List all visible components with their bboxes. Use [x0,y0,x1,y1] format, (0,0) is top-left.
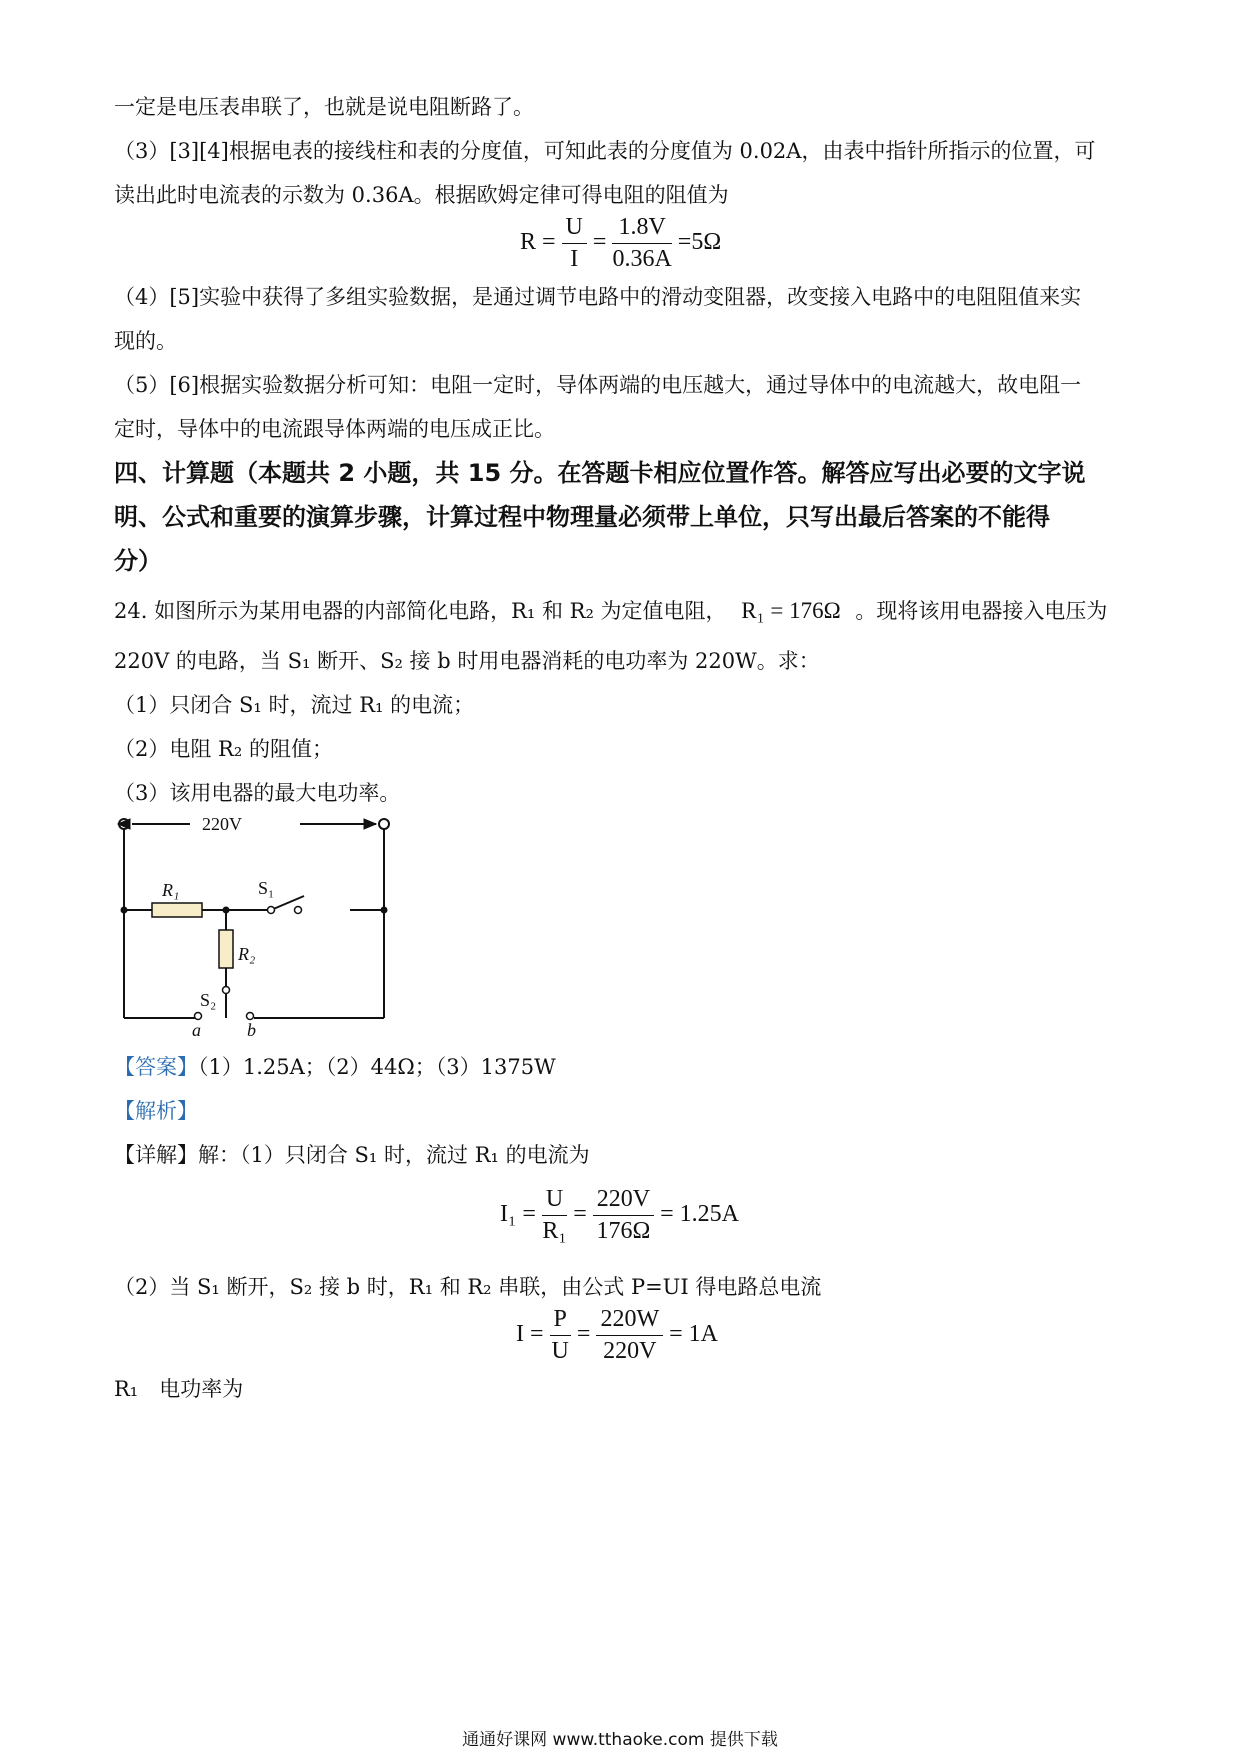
text-line: 【详解】解：（1）只闭合 S₁ 时，流过 R₁ 的电流为 [114,1143,590,1167]
analysis-tag: 【解析】 [114,1099,198,1123]
eq-denominator: 176Ω [596,1218,651,1244]
text-line: 220V 的电路，当 S₁ 断开、S₂ 接 b 时用电器消耗的电功率为 220W。求： [114,649,820,673]
contact-a [195,1013,202,1020]
eq-lhs: I = [516,1321,544,1348]
answer-tag: 【答案】 [114,1055,198,1079]
sub-question: （2）电阻 R₂ 的阻值； [114,737,333,761]
equation-ohms-law: R = $\frac{U}{I}$ = $\frac{1.8V}{0.36A}$ =5Ω [520,214,722,272]
equation-i1: I₁ = $\frac{U}{\text{R₁}}$ = $\frac{220V}{176\Omega}$ = 1.25A [500,1186,740,1244]
question-text: 24. 如图所示为某用电器的内部简化电路，R₁ 和 R₂ 为定值电阻， [114,599,727,623]
eq-denominator: I [570,246,579,272]
eq-numerator: U [562,214,587,244]
switch-s1-pivot [268,907,275,914]
text-line: （3）[3][4]根据电表的接线柱和表的分度值，可知此表的分度值为 0.02A，由表中指针所指示的位置，可 [114,139,1096,163]
text-line: （2）当 S₁ 断开，S₂ 接 b 时，R₁ 和 R₂ 串联，由公式 P=UI 得电路总电流 [114,1275,822,1299]
eq-numerator: 220W [596,1306,663,1336]
section-heading: 分） [114,547,162,575]
eq-result: = 1.25A [660,1201,740,1228]
section-heading: 明、公式和重要的演算步骤，计算过程中物理量必须带上单位，只写出最后答案的不能得 [114,503,1050,531]
question-24 [114,596,1107,626]
eq-result: = 1A [669,1321,718,1348]
circuit-diagram [110,810,410,1040]
resistor-r2 [219,930,233,968]
text-line: 现的。 [114,329,177,353]
section-heading: 四、计算题（本题共 2 小题，共 15 分。在答题卡相应位置作答。解答应写出必要的文字说 [114,459,1086,487]
question-text: 。现将该用电器接入电压为 [855,599,1108,623]
node [381,907,388,914]
text-line: 读出此时电流表的示数为 0.36A。根据欧姆定律可得电阻的阻值为 [114,183,729,207]
terminal-right [379,819,389,829]
text-line: 定时，导体中的电流跟导体两端的电压成正比。 [114,417,555,441]
label-r2: R₂ [238,944,256,964]
node [223,907,230,914]
text-line: （5）[6]根据实验数据分析可知：电阻一定时，导体两端的电压越大，通过导体中的电流越大，故电阻一 [114,373,1082,397]
resistor-r1 [152,903,202,917]
arrow-head-right [364,819,376,829]
r1-value: R₁ = 176Ω [741,598,841,623]
label-b: b [247,1020,256,1040]
switch-s1-contact [295,907,302,914]
contact-b [247,1013,254,1020]
label-voltage: 220V [202,814,242,834]
eq-numerator: 1.8V [612,214,671,244]
equation-i-total: I = $\frac{P}{U}$ = $\frac{220W}{220V}$ = 1A [516,1306,718,1364]
eq-denominator: 220V [603,1338,657,1364]
eq-denominator: U [551,1338,569,1364]
eq-numerator: U [542,1186,567,1216]
text-line: R₁ 电功率为 [114,1377,244,1401]
label-s2: S₂ [200,990,217,1010]
eq-lhs: I₁ = [500,1201,536,1228]
answer-text: （1）1.25A；（2）44Ω；（3）1375W [198,1055,556,1079]
eq-numerator: P [550,1306,571,1336]
node [121,907,128,914]
eq-denominator: 0.36A [612,246,672,272]
label-s1: S₁ [258,878,275,898]
label-a: a [192,1020,201,1040]
eq-denominator: R₁ [542,1218,567,1244]
eq-result: =5Ω [677,229,722,256]
page-footer: 通通好课网 www.tthaoke.com 提供下载 [462,1730,778,1750]
text-line: （4）[5]实验中获得了多组实验数据，是通过调节电路中的滑动变阻器，改变接入电路中的电阻阻值来实 [114,285,1082,309]
eq-numerator: 220V [593,1186,654,1216]
sub-question: （3）该用电器的最大电功率。 [114,781,401,805]
eq-lhs: R = [520,229,556,256]
sub-question: （1）只闭合 S₁ 时，流过 R₁ 的电流； [114,693,475,717]
text-line: 一定是电压表串联了，也就是说电阻断路了。 [114,95,534,119]
switch-s2-pivot [223,987,230,994]
answer-line [114,1052,556,1082]
label-r1: R₁ [162,880,180,900]
